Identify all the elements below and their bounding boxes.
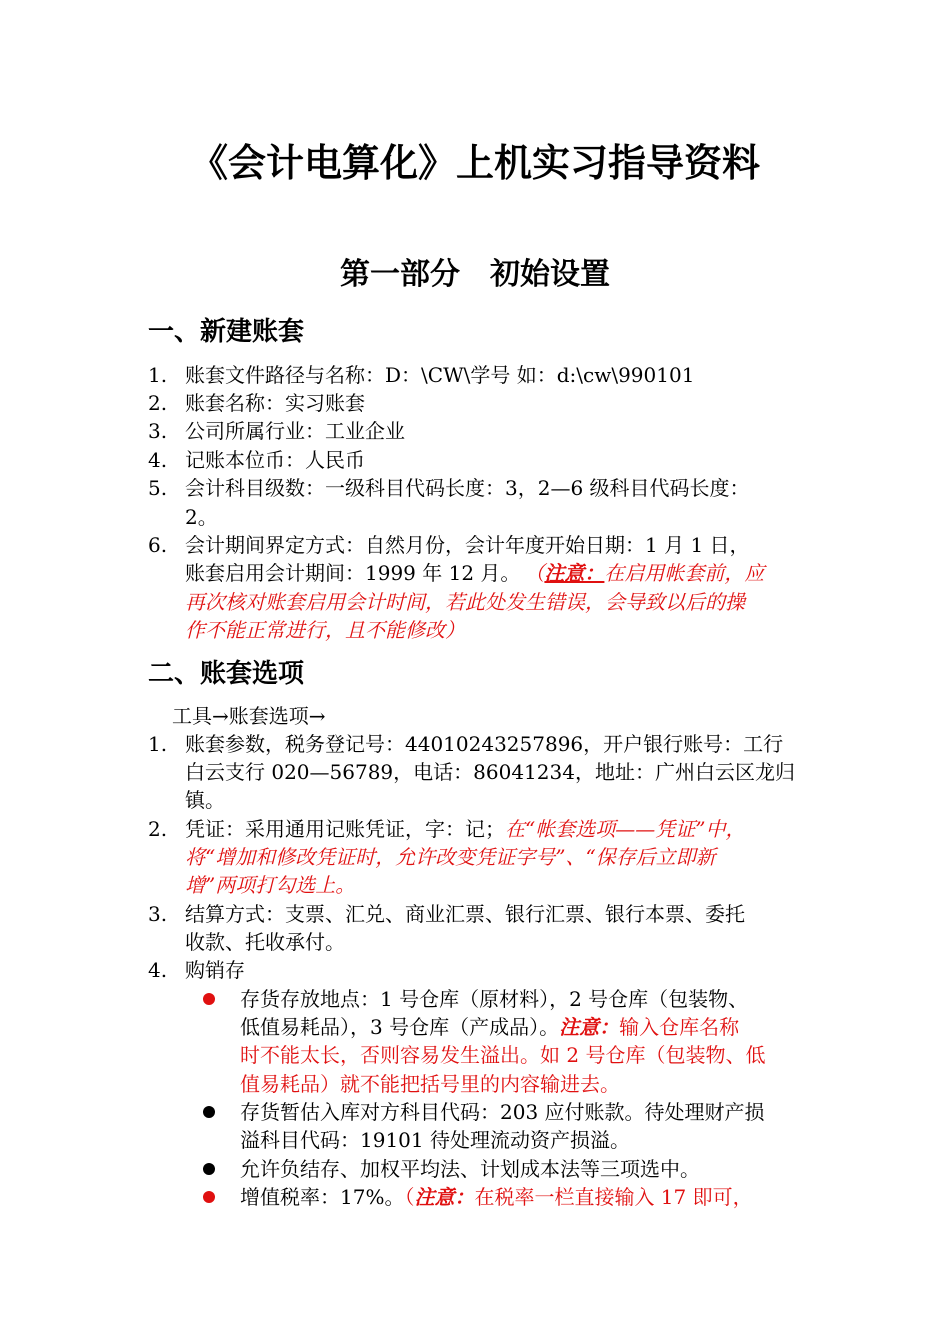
note-text: 在税率一栏直接输入 17 即可， [474, 1185, 753, 1209]
list-item-text: 2。 [185, 505, 218, 529]
note-open-paren: （ [404, 1185, 415, 1209]
note-text: 作不能正常进行，且不能修改） [185, 618, 465, 642]
bullet-text [240, 1013, 739, 1041]
list-number: 2. [148, 391, 168, 415]
section-heading-new-account-set: 一、新建账套 [148, 317, 305, 347]
note-text: 在“帐套选项——凭证”中， [505, 817, 746, 841]
list-number: 2. [148, 817, 168, 841]
bullet-icon [203, 1106, 215, 1118]
part-heading: 第一部分 初始设置 [340, 257, 610, 292]
note-text: 值易耗品）就不能把括号里的内容输进去。 [240, 1072, 620, 1096]
list-item-text: 公司所属行业：工业企业 [185, 419, 405, 443]
note-text: 再次核对账套启用会计时间，若此处发生错误，会导致以后的操 [185, 590, 745, 614]
list-item-text: 账套参数，税务登记号：44010243257896，开户银行账号：工行 [185, 732, 784, 756]
note-label: 注意： [559, 1015, 620, 1039]
list-item-text: 记账本位币：人民币 [185, 448, 365, 472]
bullet-icon [203, 1163, 215, 1175]
list-item-text: 镇。 [185, 788, 225, 812]
list-item-text: 凭证：采用通用记账凭证，字：记； [185, 817, 505, 841]
list-number: 4. [148, 448, 168, 472]
list-item-text: 账套文件路径与名称：D：\CW\学号 如：d:\cw\990101 [185, 363, 695, 387]
red-bullet-icon [203, 993, 215, 1005]
note-text: 在启用帐套前，应 [604, 561, 765, 585]
list-item-text: 会计期间界定方式：自然月份，会计年度开始日期：1 月 1 日， [185, 533, 750, 557]
list-number: 6. [148, 533, 168, 557]
bullet-text: 低值易耗品），3 号仓库（产成品）。 [240, 1015, 560, 1039]
note-text: 增”两项打勾选上。 [185, 873, 356, 897]
list-item-text: 账套启用会计期间：1999 年 12 月。 [185, 561, 521, 585]
list-item-text: 账套名称：实习账套 [185, 391, 365, 415]
list-number: 5. [148, 476, 168, 500]
note-label: 注意： [544, 561, 605, 585]
note-text: 时不能太长，否则容易发生溢出。如 2 号仓库（包装物、低 [240, 1043, 766, 1067]
note-open-paren: （ [534, 561, 545, 585]
list-number: 4. [148, 958, 168, 982]
list-item-text [185, 815, 745, 843]
list-number: 3. [148, 902, 168, 926]
list-item-text [185, 559, 764, 587]
document-title: 《会计电算化》上机实习指导资料 [189, 141, 760, 185]
list-number: 3. [148, 419, 168, 443]
bullet-text: 存货存放地点：1 号仓库（原材料），2 号仓库（包装物、 [240, 987, 749, 1011]
bullet-text [240, 1183, 753, 1211]
list-item-text: 结算方式：支票、汇兑、商业汇票、银行汇票、银行本票、委托 [185, 902, 745, 926]
list-item-text: 购销存 [185, 958, 245, 982]
bullet-text: 存货暂估入库对方科目代码：203 应付账款。待处理财产损 [240, 1100, 765, 1124]
bullet-text: 允许负结存、加权平均法、计划成本法等三项选中。 [240, 1157, 700, 1181]
section-heading-account-options: 二、账套选项 [148, 659, 305, 689]
bullet-text: 溢科目代码：19101 待处理流动资产损溢。 [240, 1128, 630, 1152]
red-bullet-icon [203, 1191, 215, 1203]
list-number: 1. [148, 363, 168, 387]
list-item-text: 白云支行 020—56789，电话：86041234，地址：广州白云区龙归 [185, 760, 795, 784]
note-text: 输入仓库名称 [619, 1015, 740, 1039]
list-item-text: 会计科目级数：一级科目代码长度：3，2—6 级科目代码长度： [185, 476, 750, 500]
menu-path: 工具→账套选项→ [172, 704, 326, 728]
list-number: 1. [148, 732, 168, 756]
list-item-text: 收款、托收承付。 [185, 930, 345, 954]
note-text: 将“增加和修改凭证时，允许改变凭证字号”、“保存后立即新 [185, 845, 716, 869]
note-label: 注意： [414, 1185, 475, 1209]
bullet-text: 增值税率：17%。 [240, 1185, 405, 1209]
